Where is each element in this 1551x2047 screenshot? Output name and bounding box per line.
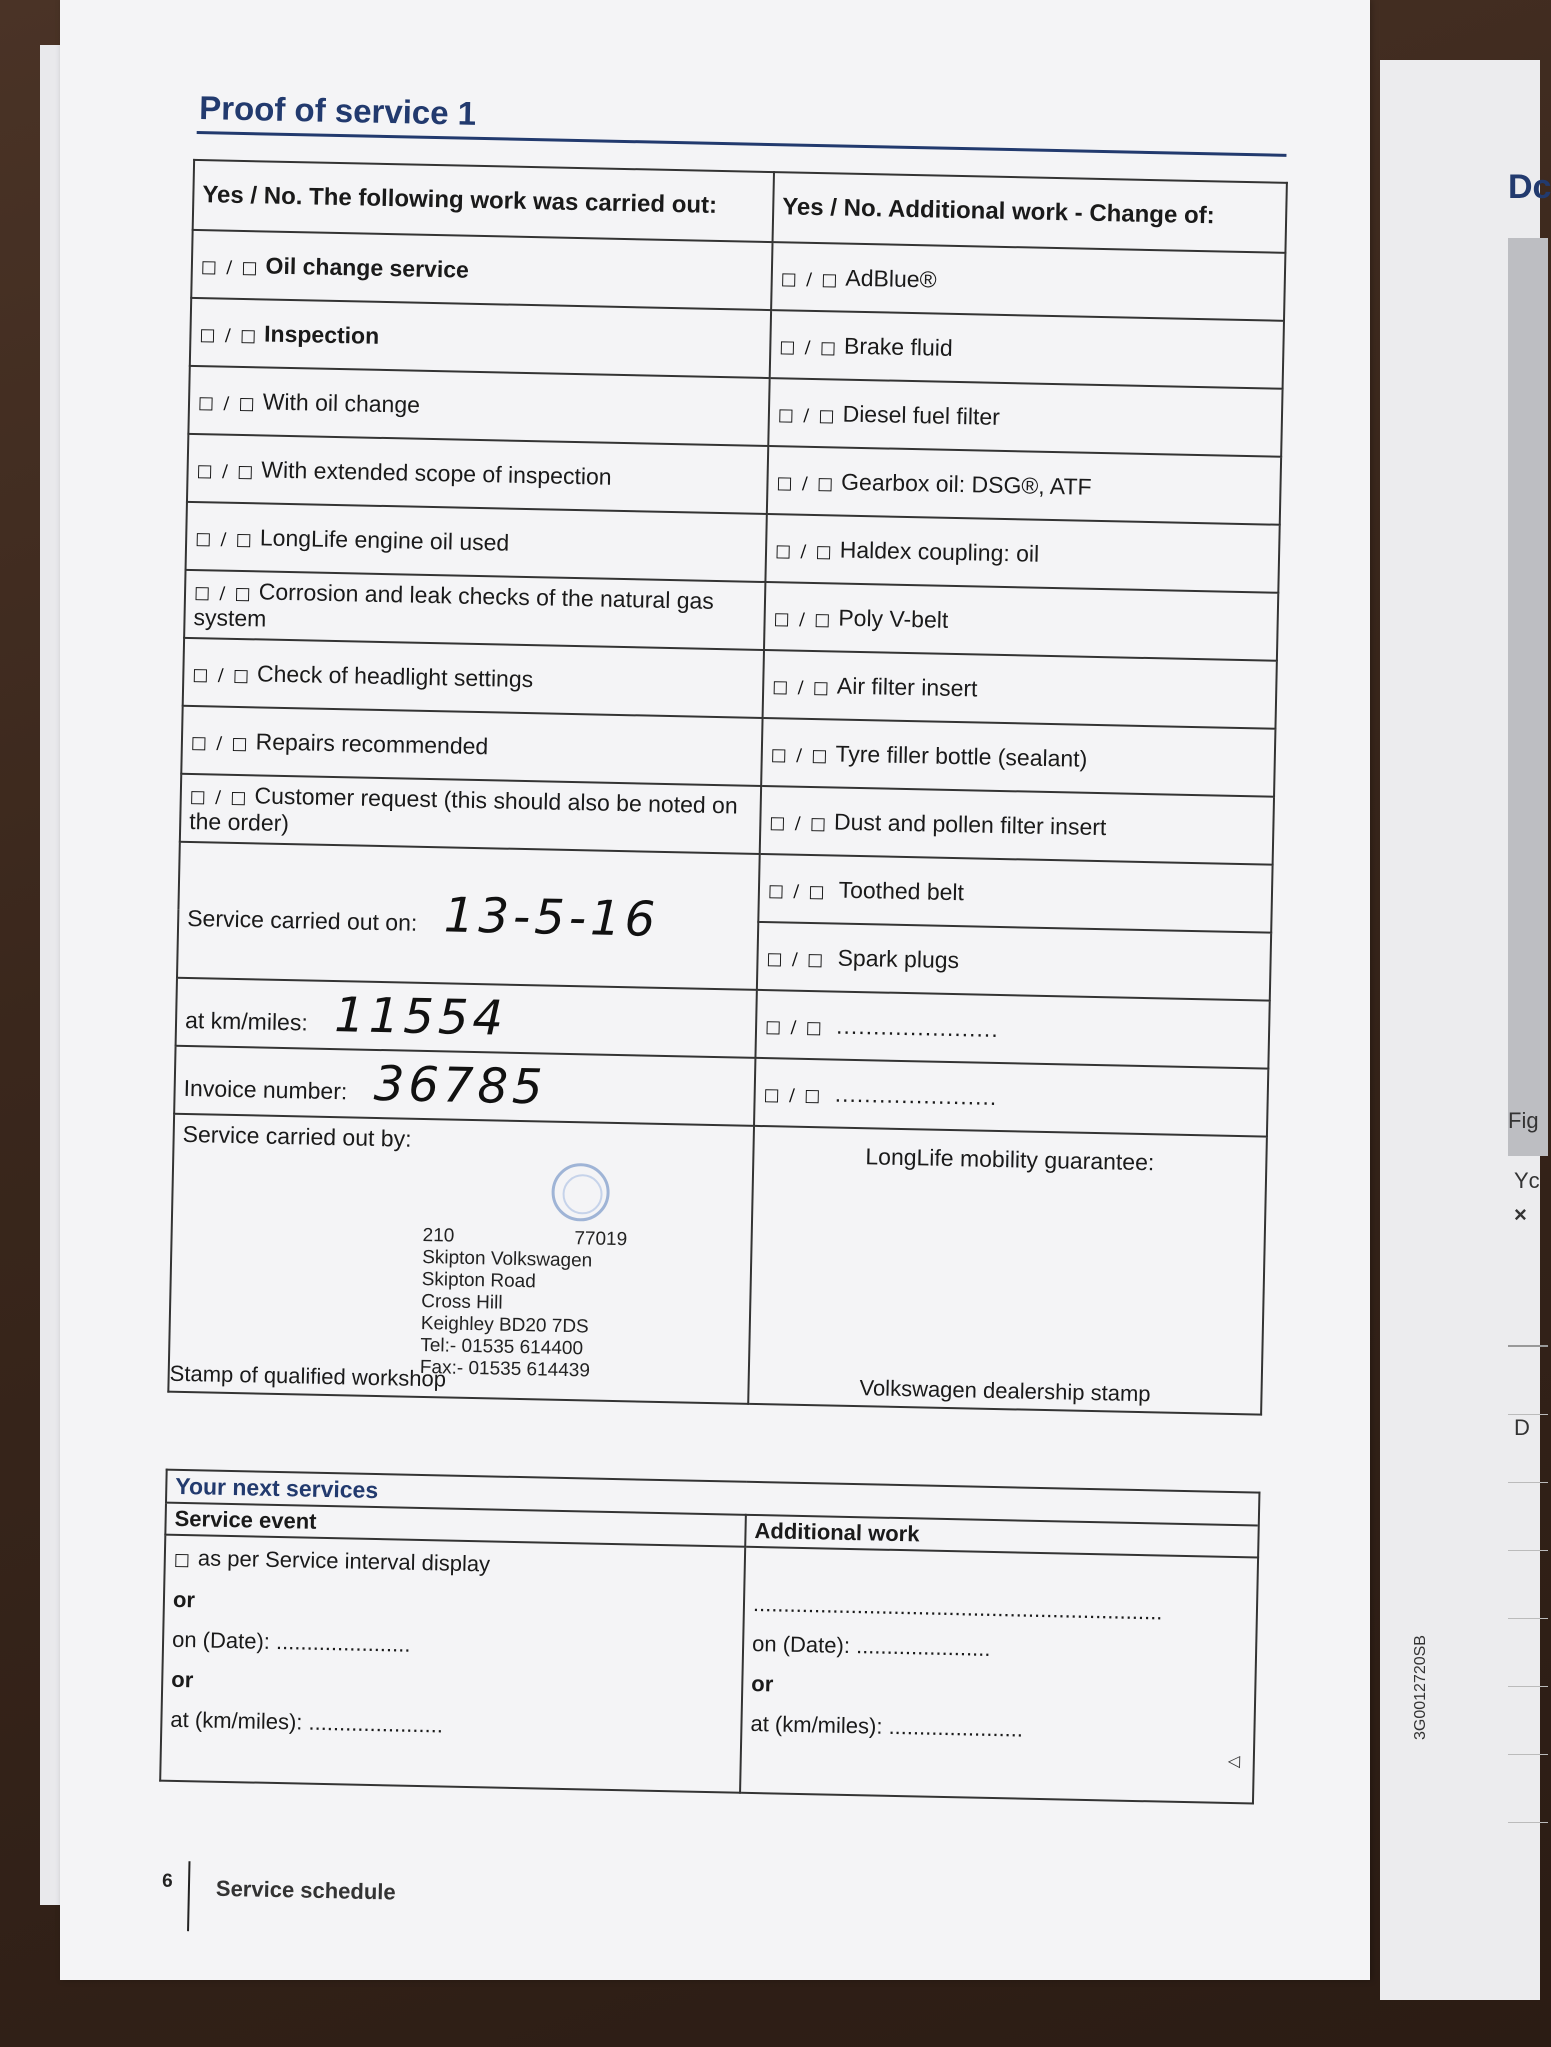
right-work-label: Brake fluid [843,332,953,361]
left-work-item [180,774,761,854]
left-column-header: Yes / No. The following work was carried out: [193,160,774,242]
service-date-value[interactable]: 13-5-16 [443,887,660,948]
right-item-blank-2 [754,1058,1268,1137]
right-page-x-icon: × [1514,1202,1527,1227]
additional-work-blank[interactable]: ................................................................... [752,1590,1163,1625]
left-work-item [188,366,769,446]
service-date-label: Service carried out on: [186,904,418,936]
right-page-text: Yc [1514,1168,1540,1193]
left-work-item [191,230,772,310]
at-km-label: at (km/miles): [170,1706,303,1735]
additional-work-cell [740,1547,1258,1804]
checkbox-pair-icon[interactable]: □ / □ [190,732,250,754]
next-services-title: Your next services [166,1470,1259,1526]
right-work-item [767,446,1281,525]
footer-divider [187,1861,190,1931]
left-work-label: With extended scope of inspection [261,455,612,490]
or-label: or [751,1670,774,1697]
checkbox-pair-icon[interactable]: □ / □ [769,812,829,834]
checkbox-pair-icon[interactable]: □ / □ [192,664,252,686]
stamp-label: Stamp of qualified workshop [169,1360,447,1392]
page-number: 6 [161,1870,173,1892]
right-page-title: Dc [1508,168,1551,206]
km-value[interactable]: 11554 [333,987,508,1047]
invoice-label: Invoice number: [183,1074,348,1105]
checkbox-pair-icon[interactable]: □ / □ [199,324,259,346]
service-event-cell [160,1535,745,1793]
right-work-label: AdBlue® [845,264,937,293]
checkbox-pair-icon[interactable]: □ / □ [193,583,253,605]
checkbox-pair-icon[interactable]: □ / □ [772,676,832,698]
checkbox-pair-icon[interactable]: □ / □ [767,880,827,902]
service-table [167,159,1288,1416]
checkbox-pair-icon[interactable]: □ / □ [777,404,837,426]
right-item-blank-1 [755,990,1269,1069]
right-page [1380,60,1551,2000]
right-work-item [763,650,1277,729]
left-work-label: LongLife engine oil used [259,523,510,556]
right-work-item [765,514,1279,593]
stamp-line: Tel:- 01535 614400 [420,1334,584,1360]
right-work-label: Tyre filler bottle (sealant) [835,740,1088,772]
continue-triangle-icon: ◁ [1227,1752,1241,1771]
right-work-item [768,378,1282,457]
service-date-cell [177,842,760,990]
right-work-item [770,310,1284,389]
stamp-line: Fax:- 01535 614439 [419,1356,591,1382]
right-page-figure [1508,238,1548,1156]
km-cell [176,978,757,1058]
left-work-item [184,570,765,650]
stamp-line: Skipton Road [421,1268,537,1293]
stamp-number: 77019 [574,1228,628,1251]
at-km-blank[interactable]: ...................... [888,1713,1024,1742]
checkbox-pair-icon[interactable]: □ / □ [764,1016,824,1038]
page-title: Proof of service 1 [198,89,477,132]
left-work-item [181,706,762,786]
right-column-header: Yes / No. Additional work - Change of: [773,172,1287,253]
title-rule [197,131,1287,157]
dealer-stamp-label: Volkswagen dealership stamp [859,1375,1151,1407]
longlife-label: LongLife mobility guarantee: [865,1143,1155,1176]
service-carried-out-by-cell [168,1114,754,1404]
blank-line[interactable]: ...................... [834,1080,998,1110]
document-code: 3G0012720SB [1412,1635,1429,1740]
on-date-label: on (Date): [751,1630,851,1659]
stamp-line: Keighley BD20 7DS [420,1312,589,1338]
stamp-line: Skipton Volkswagen [421,1246,593,1272]
left-work-item [183,638,764,718]
checkbox-pair-icon[interactable]: □ / □ [776,472,836,494]
stamp-code: 210 [422,1224,455,1247]
right-work-item [771,242,1285,321]
right-work-label: Air filter insert [836,672,978,701]
checkbox-pair-icon[interactable]: □ / □ [770,744,830,766]
blank-line[interactable]: ...................... [835,1012,1000,1042]
at-km-label: at (km/miles): [750,1710,883,1739]
invoice-value[interactable]: 36785 [373,1055,548,1116]
right-work-label: Gearbox oil: DSG®, ATF [840,468,1092,500]
right-work-item [761,718,1275,797]
or-label: or [171,1666,194,1693]
right-work-item [764,582,1278,661]
left-work-item [186,502,767,582]
as-per-label: as per Service interval display [197,1545,491,1577]
on-date-label: on (Date): [171,1626,271,1654]
on-date-blank[interactable]: ...................... [275,1628,411,1657]
at-km-blank[interactable]: ...................... [308,1709,444,1738]
left-work-label: Oil change service [265,251,470,283]
left-work-label: Inspection [263,319,380,349]
checkbox-pair-icon[interactable]: □ / □ [189,786,249,809]
right-work-item [760,786,1274,865]
or-label: or [172,1586,196,1613]
invoice-cell [174,1046,755,1126]
longlife-cell [748,1126,1267,1415]
next-services-table [159,1469,1260,1805]
right-item-toothed-belt [758,854,1272,933]
checkbox-pair-icon[interactable]: □ / □ [196,460,256,482]
left-work-item [187,434,768,514]
right-work-label: Diesel fuel filter [842,400,1001,430]
right-page-table [1508,1345,1548,1837]
left-work-item [190,298,771,378]
left-work-label: With oil change [262,387,421,418]
checkbox-pair-icon[interactable]: □ / □ [763,1084,823,1106]
checkbox-pair-icon[interactable]: □ / □ [773,608,833,630]
vw-logo-icon [551,1163,610,1222]
service-event-header: Service event [165,1503,746,1547]
footer-section: Service schedule [215,1875,396,1905]
left-work-label: Check of headlight settings [256,659,534,692]
checkbox-pair-icon[interactable]: □ / □ [780,268,840,290]
carried-by-label: Service carried out by: [182,1120,412,1152]
left-work-label: Corrosion and leak checks of the natural gas system [193,578,715,632]
checkbox-pair-icon[interactable]: □ / □ [197,392,257,414]
checkbox-icon[interactable]: □ [173,1549,193,1571]
right-work-label: Dust and pollen filter insert [833,807,1107,840]
additional-work-header: Additional work [745,1515,1259,1558]
km-label: at km/miles: [184,1006,309,1036]
workshop-stamp [420,1225,628,1383]
checkbox-pair-icon[interactable]: □ / □ [766,948,826,970]
right-work-label: Poly V-belt [838,604,949,633]
proof-of-service-sheet [110,70,1290,2023]
right-item-label: Toothed belt [838,876,965,905]
left-work-label: Customer request (this should also be noted on the order) [189,782,738,837]
right-work-label: Haldex coupling: oil [839,536,1040,567]
on-date-blank[interactable]: ...................... [855,1633,991,1661]
right-item-spark-plugs [757,922,1271,1001]
checkbox-pair-icon[interactable]: □ / □ [779,336,839,358]
checkbox-pair-icon[interactable]: □ / □ [194,528,255,550]
right-item-label: Spark plugs [837,944,960,973]
left-work-label: Repairs recommended [255,727,489,759]
checkbox-pair-icon[interactable]: □ / □ [200,256,260,278]
checkbox-pair-icon[interactable]: □ / □ [774,540,834,562]
right-page-d: D [1514,1415,1530,1440]
right-page-fig-label: Fig [1508,1108,1539,1133]
stamp-line: Cross Hill [421,1290,503,1314]
